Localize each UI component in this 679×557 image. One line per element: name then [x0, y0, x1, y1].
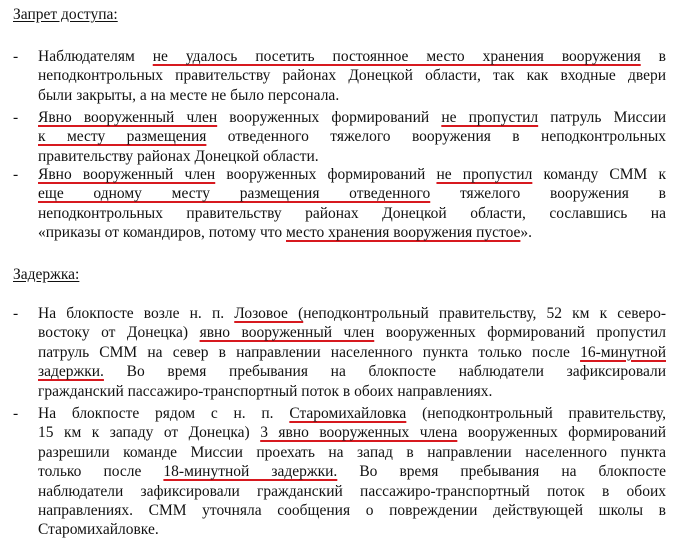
- text-segment: На блокпосте возле н. п.: [38, 305, 235, 322]
- text-line: [38, 223, 666, 242]
- text-line: [38, 482, 666, 501]
- text-line: [38, 462, 666, 481]
- text-segment: патруль Миссии: [538, 109, 666, 126]
- text-segment: вооруженных формирований: [457, 424, 666, 442]
- highlighted-phrase: 3 явно вооруженных члена: [260, 424, 458, 442]
- text-line: [38, 343, 666, 362]
- highlighted-phrase: Явно вооруженный член: [38, 109, 218, 126]
- text-segment: вооруженных формирований пропустил: [374, 324, 666, 342]
- text-segment: неподконтрольный правительству, 52 км к северо-: [303, 305, 666, 322]
- section-heading-delay: Задержка:: [13, 266, 80, 283]
- bullet-dash: -: [13, 48, 19, 65]
- text-segment: неподконтрольных правительству районах Донецкой области, так как входные двери: [38, 67, 666, 85]
- text-line: [38, 47, 666, 66]
- text-line: [38, 520, 666, 539]
- text-segment: 15 км к западу от Донецка): [38, 424, 261, 442]
- highlighted-phrase: место хранения вооружения пустое: [286, 224, 521, 242]
- text-line: [38, 382, 666, 401]
- text-segment: Во время пребывания на блокпосте наблюдатели зафиксировали: [103, 363, 666, 381]
- text-line: [38, 443, 666, 462]
- bullet-dash: -: [13, 405, 19, 422]
- highlighted-phrase: еще одному месту размещения отведенного: [38, 185, 431, 203]
- text-line: [38, 423, 666, 442]
- text-segment: тяжелого вооружения в: [430, 185, 666, 203]
- text-segment: востоку от Донецка): [38, 324, 200, 342]
- highlighted-phrase: Явно вооруженный член: [38, 166, 216, 183]
- highlighted-phrase: 18-минутной задержки.: [163, 463, 338, 481]
- text-segment: наблюдатели зафиксировали гражданский пассажиро-транспортный поток в обоих: [38, 482, 666, 500]
- text-segment: в: [640, 48, 666, 65]
- text-line: [38, 86, 666, 105]
- text-line: [38, 127, 666, 146]
- text-line: [38, 184, 666, 203]
- highlighted-phrase: не удалось посетить постоянное место хранения вооружения: [152, 48, 641, 65]
- highlighted-phrase: 16-минутной: [580, 343, 666, 361]
- highlighted-phrase: к месту размещения: [38, 128, 207, 146]
- highlighted-phrase: задержки.: [38, 363, 104, 381]
- text-line: [38, 66, 666, 85]
- text-line: [38, 147, 666, 166]
- text-segment: ».: [520, 224, 533, 242]
- text-segment: гражданский пассажиро-транспортный поток в обоих направлениях.: [38, 382, 493, 400]
- text-segment: Во время пребывания на блокпосте: [337, 463, 666, 481]
- text-line: [38, 165, 666, 184]
- text-segment: разрешили команде Миссии проехать на запад в направлении населенного пункта: [38, 443, 666, 461]
- text-segment: правительству районах Донецкой области.: [38, 147, 319, 165]
- text-line: [38, 362, 666, 381]
- text-line: [38, 304, 666, 323]
- highlighted-phrase: не пропустил: [436, 166, 533, 183]
- text-segment: вооруженных формирований: [217, 109, 442, 126]
- text-segment: На блокпосте рядом с н. п.: [38, 405, 290, 422]
- text-segment: отведенного тяжелого вооружения в неподконтрольных: [206, 128, 666, 146]
- text-line: [38, 404, 666, 423]
- text-segment: (неподконтрольный правительству,: [406, 405, 666, 422]
- section-heading-access-denial: Запрет доступа:: [13, 6, 118, 23]
- text-segment: были закрыты, а на месте не было персонала.: [38, 86, 340, 104]
- text-segment: команду СММ к: [532, 166, 666, 183]
- highlighted-phrase: не пропустил: [441, 109, 539, 126]
- text-segment: Старомихайловке.: [38, 521, 159, 539]
- text-segment: «приказы от командиров, потому что: [38, 224, 286, 242]
- text-segment: неподконтрольных правительству районах Донецкой области, сославшись на: [38, 204, 666, 222]
- text-segment: Наблюдателям: [38, 48, 153, 65]
- text-line: [38, 323, 666, 342]
- highlighted-phrase: Старомихайловка: [289, 405, 407, 422]
- text-segment: только после: [38, 463, 164, 481]
- bullet-dash: -: [13, 109, 19, 126]
- text-line: [38, 108, 666, 127]
- text-segment: направлениях. СММ уточняла сообщения о повреждении действующей школы в: [38, 502, 666, 519]
- text-line: [38, 501, 666, 520]
- highlighted-phrase: Лозовое (: [234, 305, 304, 322]
- highlighted-phrase: явно вооруженный член: [199, 324, 375, 342]
- text-segment: патруль СММ на север в направлении населенного пункта только после: [38, 343, 581, 361]
- bullet-dash: -: [13, 305, 19, 322]
- text-line: [38, 204, 666, 223]
- text-segment: вооруженных формирований: [215, 166, 437, 183]
- bullet-dash: -: [13, 166, 19, 183]
